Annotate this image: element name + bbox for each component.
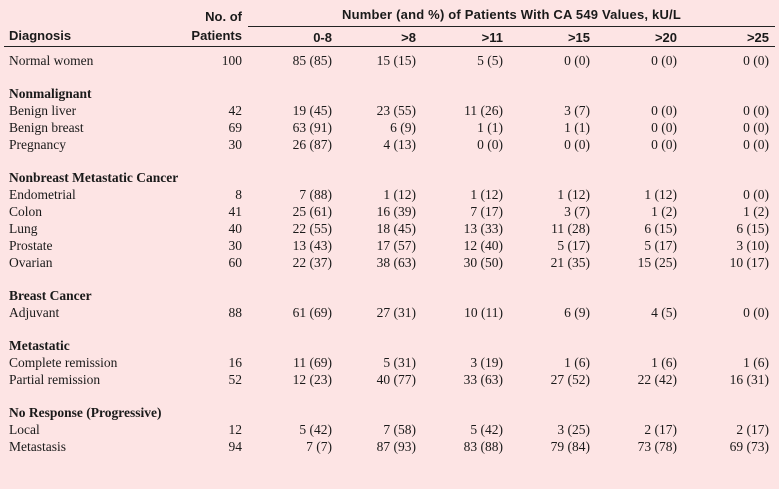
value-cell: 13 (33) <box>463 220 503 236</box>
value-cell: 27 (52) <box>550 371 590 387</box>
value-cell: 15 (25) <box>637 254 677 270</box>
patients-cell: 8 <box>235 186 242 202</box>
value-cell: 1 (12) <box>383 186 416 202</box>
group-heading-row <box>4 161 775 186</box>
value-cell: 7 (17) <box>470 203 503 219</box>
group-heading-row <box>4 279 775 304</box>
patients-header-line1: No. of <box>205 8 242 24</box>
value-cell: 6 (15) <box>736 220 769 236</box>
table-row <box>4 186 775 203</box>
header-spacer <box>4 0 182 27</box>
value-cell: 85 (85) <box>292 52 332 68</box>
value-cell: 5 (17) <box>557 237 590 253</box>
diagnosis-cell: Benign breast <box>9 119 84 135</box>
diagnosis-cell: Adjuvant <box>9 304 60 320</box>
patients-cell: 52 <box>228 371 242 387</box>
table-row <box>4 102 775 119</box>
value-cell: 30 (50) <box>463 254 503 270</box>
patients-cell: 69 <box>228 119 242 135</box>
diagnosis-cell: Pregnancy <box>9 136 66 152</box>
value-cell: 1 (12) <box>557 186 590 202</box>
cutoff-header: >20 <box>654 29 677 45</box>
diagnosis-cell: Metastasis <box>9 438 66 454</box>
value-cell: 3 (10) <box>736 237 769 253</box>
group-heading-row <box>4 77 775 102</box>
table-row <box>4 220 775 237</box>
cutoff-header: >8 <box>401 29 416 45</box>
patients-cell: 60 <box>228 254 242 270</box>
group-gap <box>4 388 775 396</box>
value-cell: 15 (15) <box>376 52 416 68</box>
value-cell: 0 (0) <box>477 136 503 152</box>
value-cell: 83 (88) <box>463 438 503 454</box>
diagnosis-header: Diagnosis <box>9 27 72 43</box>
value-cell: 19 (45) <box>292 102 332 118</box>
table-row <box>4 354 775 371</box>
value-cell: 17 (57) <box>376 237 416 253</box>
group-gap <box>4 69 775 77</box>
table-row <box>4 438 775 455</box>
value-cell: 11 (69) <box>293 354 332 370</box>
value-cell: 1 (2) <box>651 203 677 219</box>
value-cell: 6 (9) <box>390 119 416 135</box>
value-cell: 0 (0) <box>743 304 769 320</box>
value-cell: 21 (35) <box>550 254 590 270</box>
value-cell: 0 (0) <box>651 102 677 118</box>
table-row <box>4 254 775 271</box>
value-cell: 2 (17) <box>736 421 769 437</box>
patients-cell: 41 <box>228 203 242 219</box>
value-cell: 25 (61) <box>292 203 332 219</box>
value-cell: 10 (11) <box>464 304 503 320</box>
cutoff-header: 0-8 <box>313 29 332 45</box>
table-row <box>4 304 775 321</box>
value-cell: 0 (0) <box>564 136 590 152</box>
value-cell: 1 (12) <box>644 186 677 202</box>
patients-cell: 30 <box>228 136 242 152</box>
value-cell: 61 (69) <box>292 304 332 320</box>
value-cell: 5 (42) <box>470 421 503 437</box>
value-cell: 1 (6) <box>743 354 769 370</box>
group-heading: Metastatic <box>9 337 70 353</box>
cutoff-header: >15 <box>567 29 590 45</box>
value-cell: 10 (17) <box>729 254 769 270</box>
value-cell: 40 (77) <box>376 371 416 387</box>
value-cell: 11 (28) <box>551 220 590 236</box>
ca549-table <box>4 0 775 455</box>
group-heading: Nonmalignant <box>9 85 92 101</box>
value-cell: 5 (42) <box>299 421 332 437</box>
value-cell: 22 (55) <box>292 220 332 236</box>
diagnosis-cell: Benign liver <box>9 102 77 118</box>
diagnosis-cell: Lung <box>9 220 38 236</box>
value-cell: 22 (42) <box>637 371 677 387</box>
value-cell: 1 (2) <box>743 203 769 219</box>
table-row <box>4 421 775 438</box>
value-cell: 5 (31) <box>383 354 416 370</box>
value-cell: 0 (0) <box>743 102 769 118</box>
value-cell: 0 (0) <box>651 136 677 152</box>
value-cell: 16 (31) <box>729 371 769 387</box>
value-cell: 0 (0) <box>743 186 769 202</box>
table-row <box>4 46 775 69</box>
value-cell: 12 (40) <box>463 237 503 253</box>
value-cell: 38 (63) <box>376 254 416 270</box>
value-cell: 0 (0) <box>743 119 769 135</box>
diagnosis-cell: Local <box>9 421 40 437</box>
table-header <box>4 0 775 46</box>
value-cell: 1 (1) <box>564 119 590 135</box>
value-cell: 26 (87) <box>292 136 332 152</box>
value-cell: 5 (5) <box>477 52 503 68</box>
patients-cell: 12 <box>228 421 242 437</box>
group-gap <box>4 271 775 279</box>
value-cell: 0 (0) <box>651 52 677 68</box>
table-row <box>4 371 775 388</box>
table-row <box>4 237 775 254</box>
value-cell: 18 (45) <box>376 220 416 236</box>
group-heading: Nonbreast Metastatic Cancer <box>9 169 179 185</box>
table-row <box>4 136 775 153</box>
group-heading-row <box>4 329 775 354</box>
patients-cell: 88 <box>228 304 242 320</box>
group-heading: Breast Cancer <box>9 287 92 303</box>
value-cell: 0 (0) <box>743 52 769 68</box>
value-cell: 4 (5) <box>651 304 677 320</box>
value-cell: 4 (13) <box>383 136 416 152</box>
value-cell: 7 (88) <box>299 186 332 202</box>
group-heading-row <box>4 396 775 421</box>
group-heading: No Response (Progressive) <box>9 404 162 420</box>
cutoff-header: >11 <box>481 29 503 45</box>
patients-cell: 16 <box>228 354 242 370</box>
value-cell: 23 (55) <box>376 102 416 118</box>
value-cell: 3 (25) <box>557 421 590 437</box>
patients-cell: 100 <box>221 52 242 68</box>
cutoff-header: >25 <box>746 29 769 45</box>
value-cell: 63 (91) <box>292 119 332 135</box>
value-cell: 1 (6) <box>564 354 590 370</box>
value-cell: 0 (0) <box>651 119 677 135</box>
diagnosis-cell: Prostate <box>9 237 53 253</box>
value-cell: 3 (7) <box>564 102 590 118</box>
diagnosis-cell: Endometrial <box>9 186 76 202</box>
value-cell: 6 (9) <box>564 304 590 320</box>
value-cell: 87 (93) <box>376 438 416 454</box>
value-cell: 0 (0) <box>743 136 769 152</box>
value-cell: 7 (7) <box>306 438 332 454</box>
value-cell: 69 (73) <box>729 438 769 454</box>
value-cell: 33 (63) <box>463 371 503 387</box>
table-row <box>4 203 775 220</box>
group-gap <box>4 153 775 161</box>
value-cell: 11 (26) <box>464 102 503 118</box>
value-cell: 5 (17) <box>644 237 677 253</box>
value-cell: 3 (19) <box>470 354 503 370</box>
patients-cell: 42 <box>228 102 242 118</box>
patients-cell: 30 <box>228 237 242 253</box>
value-cell: 3 (7) <box>564 203 590 219</box>
value-cell: 12 (23) <box>292 371 332 387</box>
table-body <box>4 46 775 455</box>
patients-cell: 40 <box>228 220 242 236</box>
value-cell: 13 (43) <box>292 237 332 253</box>
value-cell: 1 (12) <box>470 186 503 202</box>
values-span-header: Number (and %) of Patients With CA 549 Values, kU/L <box>248 0 775 27</box>
value-cell: 27 (31) <box>376 304 416 320</box>
value-cell: 1 (6) <box>651 354 677 370</box>
group-gap <box>4 321 775 329</box>
diagnosis-cell: Complete remission <box>9 354 118 370</box>
value-cell: 79 (84) <box>550 438 590 454</box>
diagnosis-cell: Normal women <box>9 52 94 68</box>
diagnosis-cell: Colon <box>9 203 43 219</box>
value-cell: 6 (15) <box>644 220 677 236</box>
diagnosis-cell: Ovarian <box>9 254 53 270</box>
value-cell: 22 (37) <box>292 254 332 270</box>
value-cell: 2 (17) <box>644 421 677 437</box>
diagnosis-cell: Partial remission <box>9 371 101 387</box>
value-cell: 7 (58) <box>383 421 416 437</box>
value-cell: 0 (0) <box>564 52 590 68</box>
patients-cell: 94 <box>228 438 242 454</box>
value-cell: 73 (78) <box>637 438 677 454</box>
patients-header-line2: Patients <box>191 27 242 43</box>
table-row <box>4 119 775 136</box>
value-cell: 1 (1) <box>477 119 503 135</box>
value-cell: 16 (39) <box>376 203 416 219</box>
